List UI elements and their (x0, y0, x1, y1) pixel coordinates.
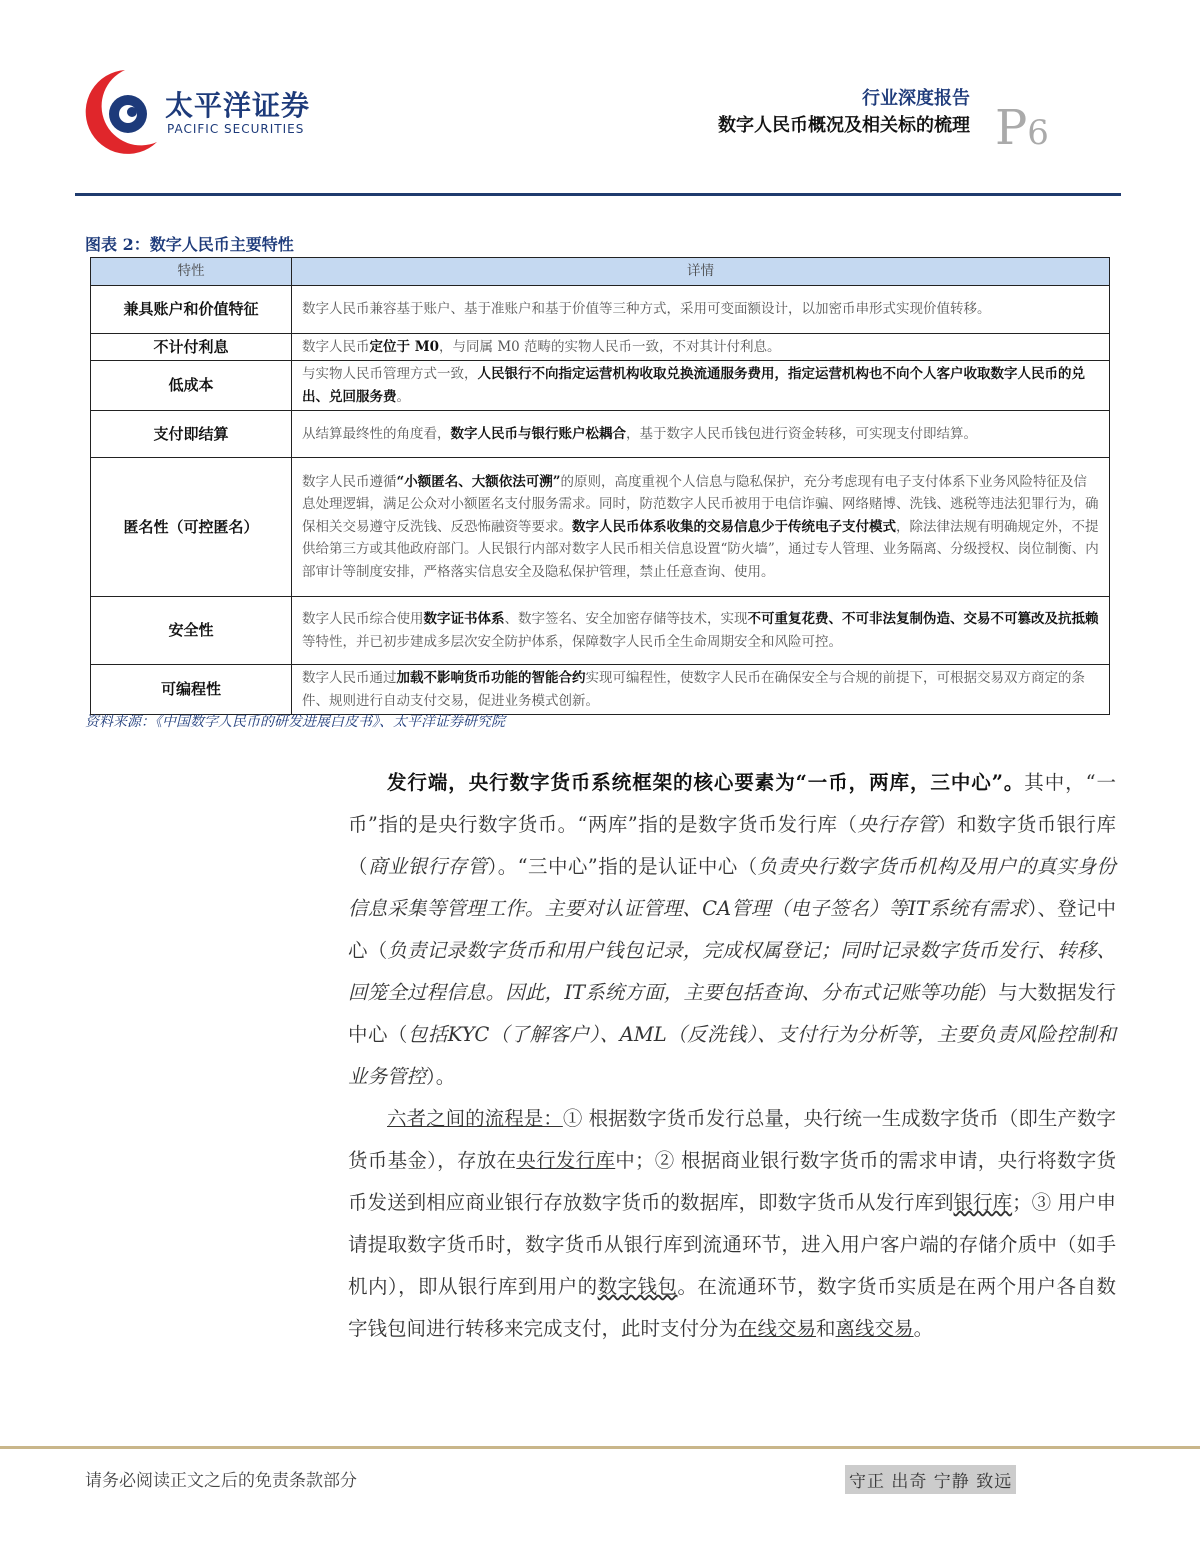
text-run: ）。 (426, 1065, 456, 1088)
text-run: ）和数字货币银行库（ (348, 813, 1116, 878)
detail-bold-text: “小额匿名、大额依法可溯” (396, 473, 561, 490)
report-type: 行业深度报告 (862, 88, 970, 109)
feature-name: 匿名性（可控匿名） (91, 458, 292, 597)
detail-bold-text: 人民银行不向指定运营机构收取兑换流通服务费用，指定运营机构也不向个人客户收取数字人民币的兑出、兑回服务费 (302, 366, 1085, 405)
text-run: 商业银行存管 (367, 855, 488, 878)
body-paragraph (348, 1098, 1116, 1350)
text-run: 中；② 根据商业银行数字货币的需求申请，央行将数字货币发送到相应商业银行存放数字货币的数据库，即数字货币从发行库到 (348, 1149, 1116, 1214)
text-run: 离线交易 (835, 1317, 914, 1340)
detail-bold-text: 数字人民币与银行账户松耦合 (450, 425, 626, 442)
detail-text: ，与同属 M0 范畴的实物人民币一致，不对其计付利息。 (439, 338, 781, 355)
text-run: ）与大数据发行中心（ (348, 981, 1116, 1046)
text-run: 负责央行数字货币机构及用户的真实身份信息采集等管理工作。主要对认证管理、CA管理（电子签名）等IT系统有需求 (348, 855, 1116, 920)
detail-text: 、数字签名、安全加密存储等技术，实现 (504, 611, 748, 627)
feature-name: 不计付利息 (91, 333, 292, 361)
text-run: 银行库 (953, 1191, 1013, 1214)
figure-caption: 图表 2：数字人民币主要特性 (85, 235, 294, 254)
text-run: 在线交易 (738, 1317, 817, 1340)
text-run: 。 (913, 1317, 934, 1340)
text-run: ）。“三中心”指的是认证中心（ (487, 855, 758, 878)
feature-name: 支付即结算 (91, 411, 292, 458)
footer-divider (0, 1446, 1200, 1449)
text-run: 和 (816, 1317, 836, 1340)
page-number (995, 100, 1049, 156)
text-run: 其中，“一币”指的是央行数字货币。“两库”指的是数字货币发行库（ (348, 771, 1116, 836)
text-run: 数字钱包 (597, 1275, 678, 1298)
feature-detail (292, 285, 1110, 333)
feature-detail (292, 458, 1110, 597)
feature-detail (292, 333, 1110, 361)
page-num: 6 (1027, 113, 1049, 153)
text-run: 央行存管 (857, 813, 938, 836)
detail-text: 数字人民币通过 (302, 670, 397, 686)
detail-bold-text: 数字人民币体系收集的交易信息少于传统电子支付模式 (572, 518, 896, 535)
col-header-feature: 特性 (91, 258, 292, 286)
header-divider (75, 193, 1121, 196)
detail-text: 数字人民币 (302, 338, 370, 355)
detail-bold-text: 数字证书体系 (423, 611, 505, 627)
text-run: 。在流通环节，数字货币实质是在两个用户各自数字钱包间进行转移来完成支付，此时支付分为 (348, 1275, 1116, 1340)
logo-text-cn: 太平洋证券 (165, 89, 311, 122)
detail-text: 从结算最终性的角度看， (302, 425, 451, 442)
text-run: 包括KYC（了解客户）、AML（反洗钱）、支付行为分析等，主要负责风险控制和业务管控 (348, 1023, 1116, 1088)
detail-bold-text: 定位于 M0 (369, 338, 440, 355)
table-header-row (91, 258, 1110, 286)
detail-text: 等特性，并已初步建成多层次安全防护体系，保障数字人民币全生命周期安全和风险可控。 (302, 633, 842, 650)
table-row (91, 665, 1110, 715)
detail-text: 数字人民币综合使用 (302, 611, 424, 627)
text-run: 六者之间的流程是： (387, 1107, 563, 1130)
text-run: ）、登记中心（ (348, 897, 1116, 962)
table-row (91, 361, 1110, 411)
text-run: 央行发行库 (516, 1149, 616, 1172)
figure-source: 资料来源：《中国数字人民币的研发进展白皮书》、太平洋证券研究院 (85, 714, 505, 730)
text-run: 负责记录数字货币和用户钱包记录，完成权属登记；同时记录数字货币发行、转移、回笼全过程信息。因此，IT系统方面，主要包括查询、分布式记账等功能 (348, 939, 1116, 1004)
detail-text: 数字人民币兼容基于账户、基于准账户和基于价值等三种方式，采用可变面额设计，以加密币串形式实现价值转移。 (302, 300, 991, 317)
body-text (348, 762, 1116, 1350)
table-row (91, 411, 1110, 458)
text-run: ① 根据数字货币发行总量，央行统一生成数字货币（即生产数字货币基金），存放在 (348, 1107, 1116, 1172)
company-logo (85, 62, 315, 162)
table-row (91, 333, 1110, 361)
detail-text: 的原则，高度重视个人信息与隐私保护，充分考虑现有电子支付体系下业务风险特征及信息处理逻辑，满足公众对小额匿名支付服务需求。同时，防范数字人民币被用于电信诈骗、网络赌博、洗钱、逃税等违法犯罪行为，确保相关交易遵守反洗钱、反恐怖融资等要求。 (302, 473, 1099, 535)
text-run: 发行端，央行数字货币系统框架的核心要素为“一币，两库，三中心”。 (387, 771, 1025, 794)
feature-detail (292, 665, 1110, 715)
feature-detail (292, 597, 1110, 665)
table-row (91, 458, 1110, 597)
body-paragraph (348, 762, 1116, 1098)
page-prefix: P (995, 100, 1028, 156)
logo-text-en: PACIFIC SECURITIES (167, 122, 305, 136)
detail-bold-text: 不可重复花费、不可非法复制伪造、交易不可篡改及抗抵赖 (747, 611, 1099, 627)
detail-text: ，除法律法规有明确规定外，不提供给第三方或其他政府部门。人民银行内部对数字人民币相关信息设置“防火墙”，通过专人管理、业务隔离、分级授权、岗位制衡、内部审计等制度安排，严格落实信息安全及隐私保护管理，禁止任意查询、使用。 (302, 518, 1099, 580)
text-run: ；③ 用户申请提取数字货币时，数字货币从银行库到流通环节，进入用户客户端的存储介质中（如手机内），即从银行库到用户的 (348, 1191, 1116, 1298)
features-table (90, 257, 1110, 715)
detail-text: ，基于数字人民币钱包进行资金转移，可实现支付即结算。 (626, 425, 977, 442)
footer-disclaimer: 请务必阅读正文之后的免责条款部分 (85, 1471, 357, 1491)
footer-motto: 守正 出奇 宁静 致远 (845, 1465, 1016, 1494)
detail-text: 与实物人民币管理方式一致， (302, 366, 478, 382)
detail-text: 实现可编程性，使数字人民币在确保安全与合规的前提下，可根据交易双方商定的条件、规则进行自动支付交易，促进业务模式创新。 (302, 670, 1085, 709)
table-row (91, 597, 1110, 665)
feature-name: 安全性 (91, 597, 292, 665)
detail-text: 数字人民币遵循 (302, 473, 397, 490)
feature-detail (292, 411, 1110, 458)
feature-detail (292, 361, 1110, 411)
report-title: 数字人民币概况及相关标的梳理 (718, 115, 970, 136)
detail-text: 。 (396, 388, 410, 405)
logo-mark-icon (85, 62, 165, 162)
detail-bold-text: 加载不影响货币功能的智能合约 (396, 670, 586, 686)
feature-name: 低成本 (91, 361, 292, 411)
feature-name: 可编程性 (91, 665, 292, 715)
col-header-detail: 详情 (292, 258, 1110, 286)
table-row (91, 285, 1110, 333)
feature-name: 兼具账户和价值特征 (91, 285, 292, 333)
